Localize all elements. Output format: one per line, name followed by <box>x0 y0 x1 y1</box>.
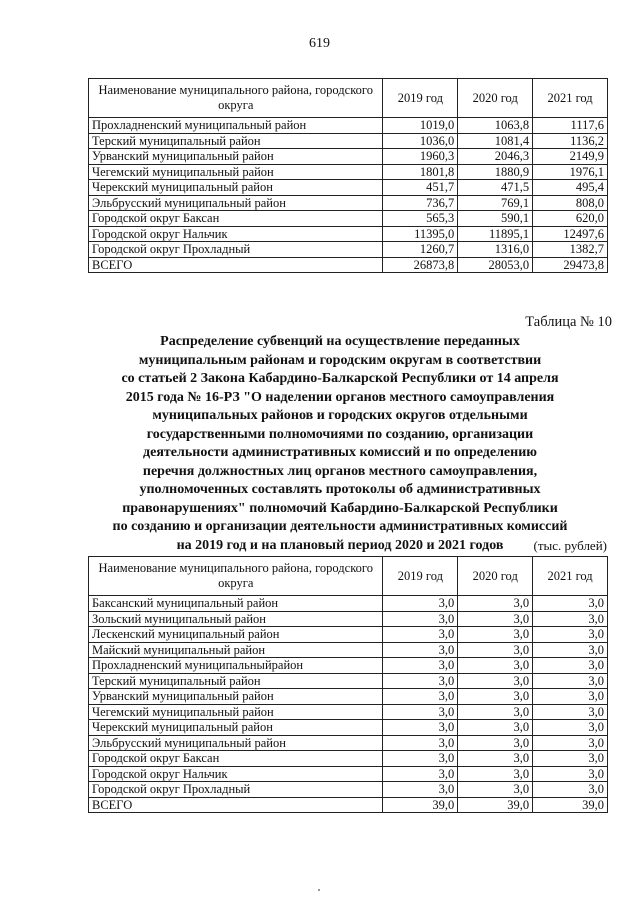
admin-commissions-table <box>88 556 608 813</box>
table-row <box>89 611 608 627</box>
district-name-cell: Черекский муниципальный район <box>89 180 383 196</box>
column-header-2021: 2021 год <box>533 79 608 118</box>
amount-cell: 565,3 <box>383 211 458 227</box>
column-header-name: Наименование муниципального района, городского округа <box>89 557 383 596</box>
amount-cell: 3,0 <box>383 627 458 643</box>
heading-line: государственными полномочиями по созданию, организации <box>146 426 534 442</box>
amount-cell: 29473,8 <box>533 257 608 273</box>
amount-cell: 3,0 <box>458 782 533 798</box>
district-name-cell: Терский муниципальный район <box>89 133 383 149</box>
table-row <box>89 689 608 705</box>
amount-cell: 39,0 <box>458 797 533 813</box>
amount-cell: 3,0 <box>458 658 533 674</box>
table-row <box>89 704 608 720</box>
district-name-cell: Баксанский муниципальный район <box>89 596 383 612</box>
amount-cell: 3,0 <box>458 611 533 627</box>
table-row <box>89 735 608 751</box>
district-name-cell: Эльбрусский муниципальный район <box>89 195 383 211</box>
table-row <box>89 180 608 196</box>
district-name-cell: Прохладненский муниципальный район <box>89 118 383 134</box>
amount-cell: 3,0 <box>383 782 458 798</box>
amount-cell: 28053,0 <box>458 257 533 273</box>
table-row <box>89 195 608 211</box>
amount-cell: 12497,6 <box>533 226 608 242</box>
heading-line: на 2019 год и на плановый период 2020 и 2021 годов <box>176 537 504 553</box>
amount-cell: 2149,9 <box>533 149 608 165</box>
district-name-cell: Зольский муниципальный район <box>89 611 383 627</box>
table-row <box>89 242 608 258</box>
column-header-2020: 2020 год <box>458 79 533 118</box>
amount-cell: 3,0 <box>533 782 608 798</box>
amount-cell: 3,0 <box>458 689 533 705</box>
district-name-cell: ВСЕГО <box>89 797 383 813</box>
amount-cell: 736,7 <box>383 195 458 211</box>
table-row <box>89 658 608 674</box>
amount-cell: 590,1 <box>458 211 533 227</box>
amount-cell: 1063,8 <box>458 118 533 134</box>
district-name-cell: Городской округ Прохладный <box>89 242 383 258</box>
heading-line: по созданию и организации деятельности административных комиссий <box>112 519 568 534</box>
amount-cell: 3,0 <box>458 751 533 767</box>
table-row <box>89 642 608 658</box>
amount-cell: 1976,1 <box>533 164 608 180</box>
page-number: 619 <box>309 36 330 51</box>
heading-line: 2015 года № 16-РЗ "О наделении органов местного самоуправления <box>125 389 555 405</box>
district-name-cell: Эльбрусский муниципальный район <box>89 735 383 751</box>
amount-cell: 3,0 <box>458 704 533 720</box>
amount-cell: 3,0 <box>533 766 608 782</box>
district-name-cell: Городской округ Баксан <box>89 751 383 767</box>
heading-line: муниципальным районам и городским округам в соответствии <box>138 352 542 368</box>
amount-cell: 1880,9 <box>458 164 533 180</box>
amount-cell: 3,0 <box>383 673 458 689</box>
amount-cell: 3,0 <box>533 704 608 720</box>
amount-cell: 3,0 <box>383 720 458 736</box>
amount-cell: 39,0 <box>383 797 458 813</box>
heading-line: со статьей 2 Закона Кабардино-Балкарской Республики от 14 апреля <box>121 371 559 386</box>
table-header-row <box>89 557 608 596</box>
amount-cell: 3,0 <box>458 642 533 658</box>
amount-cell: 1260,7 <box>383 242 458 258</box>
table-row <box>89 226 608 242</box>
amount-cell: 1036,0 <box>383 133 458 149</box>
heading-line: Распределение субвенций на осуществление переданных <box>160 334 520 349</box>
column-header-name: Наименование муниципального района, городского округа <box>89 79 383 118</box>
district-name-cell: Прохладненский муниципальныйрайон <box>89 658 383 674</box>
heading-line: муниципальных районов и городских округов отдельными <box>152 408 528 423</box>
district-name-cell: Майский муниципальный район <box>89 642 383 658</box>
heading-line: деятельности административных комиссий и по определению <box>143 445 537 460</box>
district-name-cell: Городской округ Баксан <box>89 211 383 227</box>
scan-speck <box>318 889 320 891</box>
amount-cell: 808,0 <box>533 195 608 211</box>
amount-cell: 3,0 <box>533 611 608 627</box>
amount-cell: 3,0 <box>383 766 458 782</box>
heading-line: уполномоченных составлять протоколы об административных <box>139 482 541 497</box>
amount-cell: 3,0 <box>533 596 608 612</box>
table-row <box>89 782 608 798</box>
table-row <box>89 673 608 689</box>
amount-cell: 1382,7 <box>533 242 608 258</box>
amount-cell: 11895,1 <box>458 226 533 242</box>
amount-cell: 3,0 <box>458 673 533 689</box>
amount-cell: 3,0 <box>383 611 458 627</box>
district-name-cell: Городской округ Нальчик <box>89 766 383 782</box>
table-row <box>89 257 608 273</box>
amount-cell: 3,0 <box>458 596 533 612</box>
district-name-cell: Чегемский муниципальный район <box>89 164 383 180</box>
amount-cell: 3,0 <box>533 689 608 705</box>
amount-cell: 3,0 <box>458 720 533 736</box>
amount-cell: 3,0 <box>458 627 533 643</box>
amount-cell: 1081,4 <box>458 133 533 149</box>
heading-line: правонарушениях" полномочий Кабардино-Балкарской Республики <box>122 500 558 516</box>
table-row <box>89 751 608 767</box>
amount-cell: 769,1 <box>458 195 533 211</box>
district-name-cell: Урванский муниципальный район <box>89 689 383 705</box>
amount-cell: 3,0 <box>383 735 458 751</box>
table-row <box>89 211 608 227</box>
amount-cell: 3,0 <box>533 627 608 643</box>
amount-cell: 1316,0 <box>458 242 533 258</box>
amount-cell: 1136,2 <box>533 133 608 149</box>
amount-cell: 3,0 <box>458 735 533 751</box>
amount-cell: 3,0 <box>533 642 608 658</box>
amount-cell: 495,4 <box>533 180 608 196</box>
amount-cell: 1801,8 <box>383 164 458 180</box>
subsidy-table-continued <box>88 78 608 273</box>
units-label: (тыс. рублей) <box>533 538 607 553</box>
district-name-cell: Чегемский муниципальный район <box>89 704 383 720</box>
amount-cell: 3,0 <box>533 673 608 689</box>
district-name-cell: Черекский муниципальный район <box>89 720 383 736</box>
amount-cell: 471,5 <box>458 180 533 196</box>
column-header-2020: 2020 год <box>458 557 533 596</box>
column-header-2019: 2019 год <box>383 79 458 118</box>
amount-cell: 3,0 <box>533 658 608 674</box>
table-row <box>89 797 608 813</box>
amount-cell: 3,0 <box>383 658 458 674</box>
table-row <box>89 766 608 782</box>
amount-cell: 11395,0 <box>383 226 458 242</box>
amount-cell: 3,0 <box>383 704 458 720</box>
amount-cell: 3,0 <box>383 596 458 612</box>
amount-cell: 3,0 <box>383 689 458 705</box>
amount-cell: 3,0 <box>383 751 458 767</box>
district-name-cell: Городской округ Нальчик <box>89 226 383 242</box>
amount-cell: 3,0 <box>383 642 458 658</box>
table-row <box>89 149 608 165</box>
amount-cell: 39,0 <box>533 797 608 813</box>
district-name-cell: Городской округ Прохладный <box>89 782 383 798</box>
table-row <box>89 596 608 612</box>
amount-cell: 451,7 <box>383 180 458 196</box>
table-heading <box>60 333 620 555</box>
table-header-row <box>89 79 608 118</box>
column-header-2019: 2019 год <box>383 557 458 596</box>
table-row <box>89 164 608 180</box>
amount-cell: 1019,0 <box>383 118 458 134</box>
column-header-2021: 2021 год <box>533 557 608 596</box>
amount-cell: 3,0 <box>533 720 608 736</box>
table-row <box>89 720 608 736</box>
district-name-cell: ВСЕГО <box>89 257 383 273</box>
amount-cell: 3,0 <box>533 735 608 751</box>
amount-cell: 3,0 <box>458 766 533 782</box>
table-row <box>89 133 608 149</box>
heading-line: перечня должностных лиц органов местного самоуправления, <box>142 463 538 479</box>
district-name-cell: Лескенский муниципальный район <box>89 627 383 643</box>
amount-cell: 3,0 <box>533 751 608 767</box>
amount-cell: 1117,6 <box>533 118 608 134</box>
table-number: Таблица № 10 <box>525 314 612 330</box>
amount-cell: 1960,3 <box>383 149 458 165</box>
district-name-cell: Урванский муниципальный район <box>89 149 383 165</box>
district-name-cell: Терский муниципальный район <box>89 673 383 689</box>
amount-cell: 26873,8 <box>383 257 458 273</box>
amount-cell: 620,0 <box>533 211 608 227</box>
amount-cell: 2046,3 <box>458 149 533 165</box>
table-row <box>89 627 608 643</box>
table-row <box>89 118 608 134</box>
